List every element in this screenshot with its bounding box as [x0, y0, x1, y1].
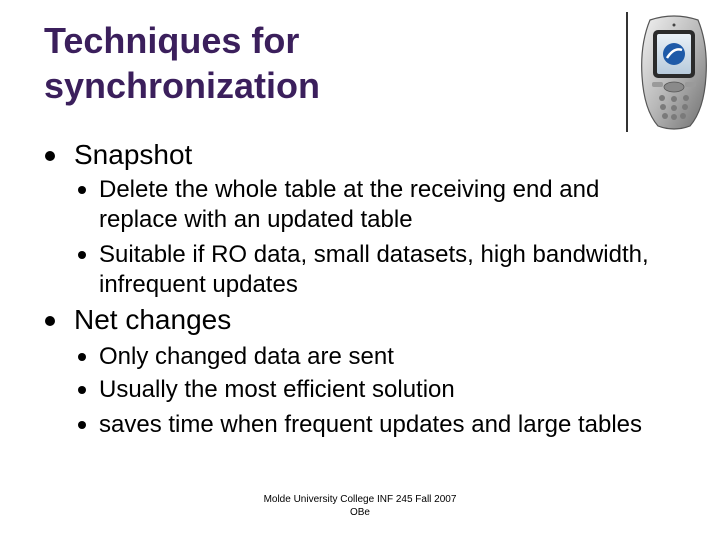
bullet-icon: [78, 386, 86, 394]
bullet-text: Suitable if RO data, small datasets, high bandwidth, infrequent updates: [99, 241, 649, 298]
bullet-icon: [78, 186, 86, 194]
bullet-heading: Snapshot: [74, 139, 193, 170]
bullet-icon: [45, 151, 55, 161]
slide-title-line-1: Techniques for: [44, 20, 300, 61]
bullet-text: Only changed data are sent: [99, 343, 394, 370]
vertical-divider: [626, 12, 628, 132]
mobile-phone-icon: [636, 14, 712, 132]
bullet-heading: Net changes: [74, 304, 232, 335]
bullet-icon: [78, 421, 86, 429]
bullet-icon: [78, 251, 86, 259]
footer-line-1: Molde University College INF 245 Fall 2007: [263, 494, 457, 505]
slide-footer: [200, 493, 520, 519]
bullet-text: saves time when frequent updates and large tables: [99, 411, 643, 438]
slide-title: [44, 18, 564, 108]
bullet-icon: [78, 353, 86, 361]
bullet-text: Usually the most efficient solution: [99, 376, 455, 403]
footer-line-2: OBe: [349, 507, 370, 518]
bullet-text: Delete the whole table at the receiving end and replace with an updated table: [99, 176, 600, 233]
bullet-icon: [45, 316, 55, 326]
slide-title-line-2: synchronization: [44, 65, 321, 106]
